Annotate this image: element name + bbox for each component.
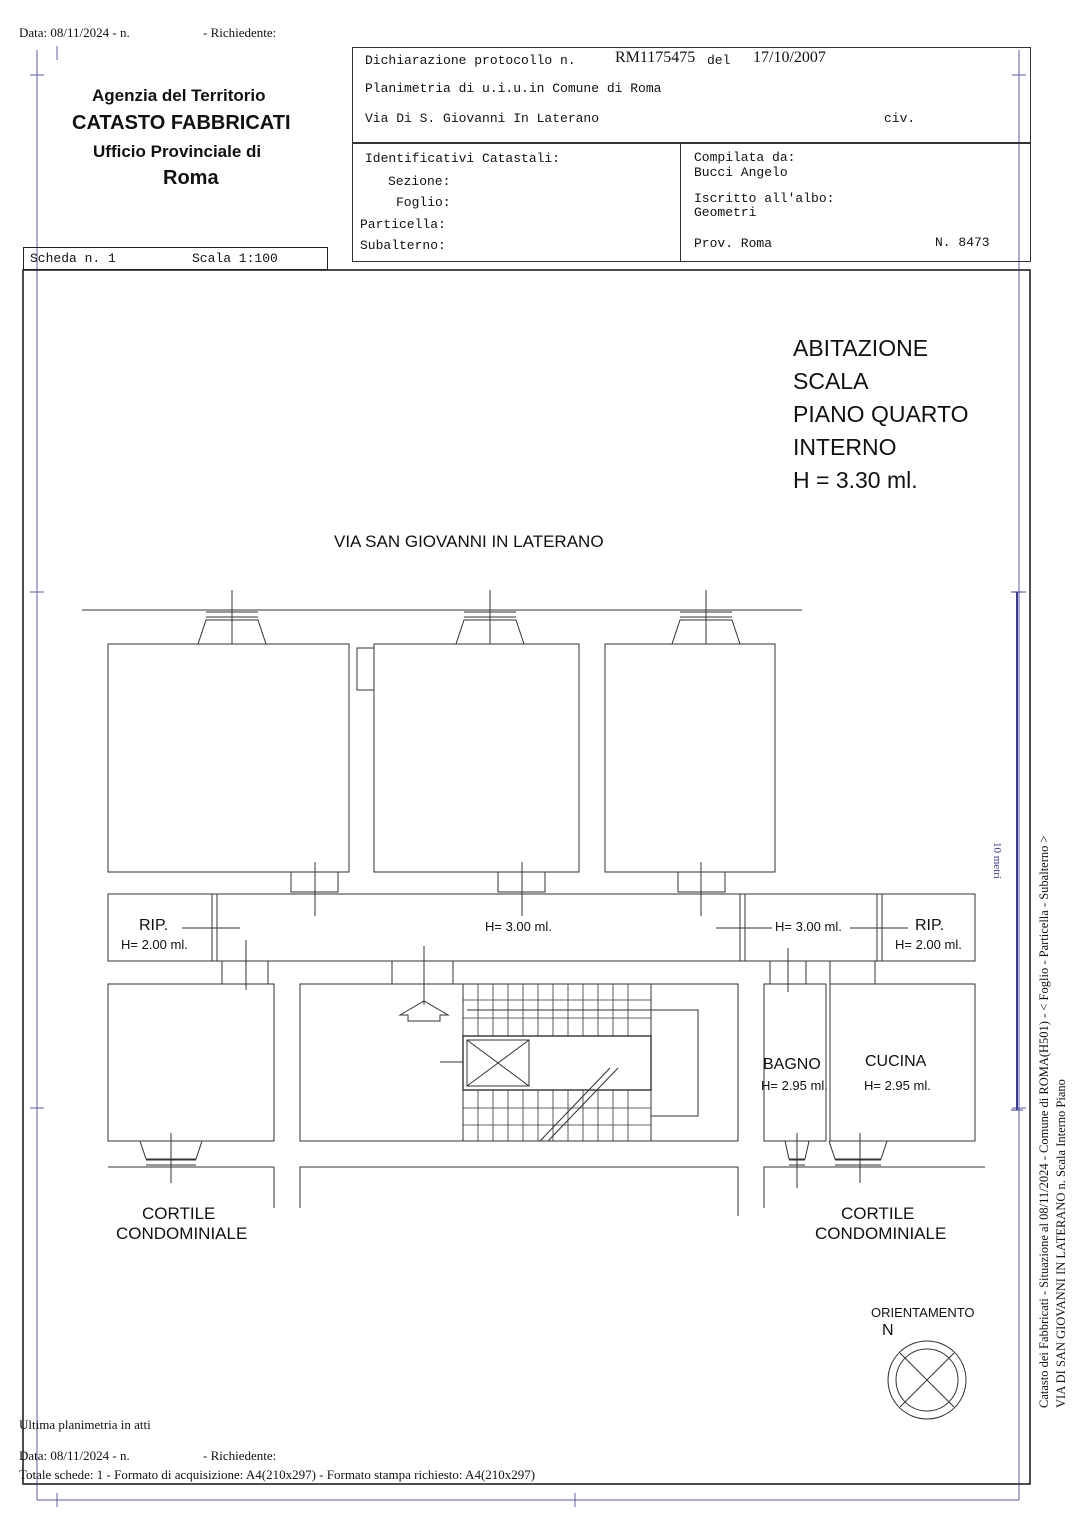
footer-totals: Totale schede: 1 - Formato di acquisizione: A4(210x297) - Formato stampa richiesto: A4(210x297) [19,1467,536,1482]
street-line: Via Di S. Giovanni In Laterano [365,111,600,126]
side-caption-1: Catasto dei Fabbricati - Situazione al 08/11/2024 - Comune di ROMA(H501) - < Foglio - Particella - Subalterno > [1037,835,1051,1408]
scheda-scale: Scala 1:100 [192,251,278,266]
iscritto-label: Iscritto all'albo: [694,191,835,206]
compilata-title: Compilata da: [694,150,796,165]
scheda-number: Scheda n. 1 [30,251,116,266]
planimetria-line: Planimetria di u.i.u.in Comune di Roma [365,81,662,96]
unit-height: H = 3.30 ml. [793,467,918,493]
requester-label: - Richiedente: [203,25,277,40]
cucina-height: H= 2.95 ml. [864,1078,931,1093]
street-name: VIA SAN GIOVANNI IN LATERANO [334,532,604,551]
province-label: Prov. Roma [694,236,773,251]
rip-right-label: RIP. [915,917,945,934]
unit-type: ABITAZIONE [793,335,929,361]
last-plan-note: Ultima planimetria in atti [19,1417,151,1432]
catasto-title: CATASTO FABBRICATI [72,112,291,134]
protocol-number: RM1175475 [615,49,696,66]
protocol-date: 17/10/2007 [753,49,826,66]
cortile-right-label: CORTILE [841,1204,915,1223]
orientation-label: ORIENTAMENTO [871,1305,975,1320]
sezione-label: Sezione: [388,174,451,189]
footer-requester: - Richiedente: [203,1448,277,1463]
unit-interno: INTERNO [793,434,897,460]
rip-left-height: H= 2.00 ml. [121,937,188,952]
foglio-label: Foglio: [396,195,451,210]
cortile-left-sublabel: CONDOMINIALE [116,1224,248,1243]
particella-label: Particella: [360,217,446,232]
agency-name: Agenzia del Territorio [92,86,266,105]
compass-icon [902,1355,952,1405]
civ-label: civ. [884,111,916,126]
protocol-label: Dichiarazione protocollo n. [365,53,576,68]
footer-date: Data: 08/11/2024 - n. [19,1448,130,1463]
unit-floor: PIANO QUARTO [793,401,969,427]
corridor-height: H= 3.00 ml. [485,919,552,934]
scale-bar-label: 10 metri [991,842,1003,879]
right-room-height: H= 3.00 ml. [775,919,842,934]
rip-left-label: RIP. [139,917,169,934]
protocol-del: del [707,53,731,68]
cortile-left-label: CORTILE [142,1204,216,1223]
registration-number: N. 8473 [935,235,990,250]
bagno-label: BAGNO [763,1056,821,1073]
bagno-height: H= 2.95 ml. [761,1078,828,1093]
cucina-label: CUCINA [865,1053,927,1070]
compilata-name: Bucci Angelo [694,165,788,180]
office-label: Ufficio Provinciale di [93,142,262,161]
unit-scala: SCALA [793,368,869,394]
subalterno-label: Subalterno: [360,238,446,253]
north-label: N [882,1322,894,1339]
office-city: Roma [163,167,219,189]
side-caption-2: VIA DI SAN GIOVANNI IN LATERANO n. Scala Interno Piano [1054,1079,1068,1408]
identificativi-title: Identificativi Catastali: [365,151,561,166]
albo-value: Geometri [694,205,757,220]
print-date: Data: 08/11/2024 - n. [19,25,130,40]
cortile-right-sublabel: CONDOMINIALE [815,1224,947,1243]
rip-right-height: H= 2.00 ml. [895,937,962,952]
